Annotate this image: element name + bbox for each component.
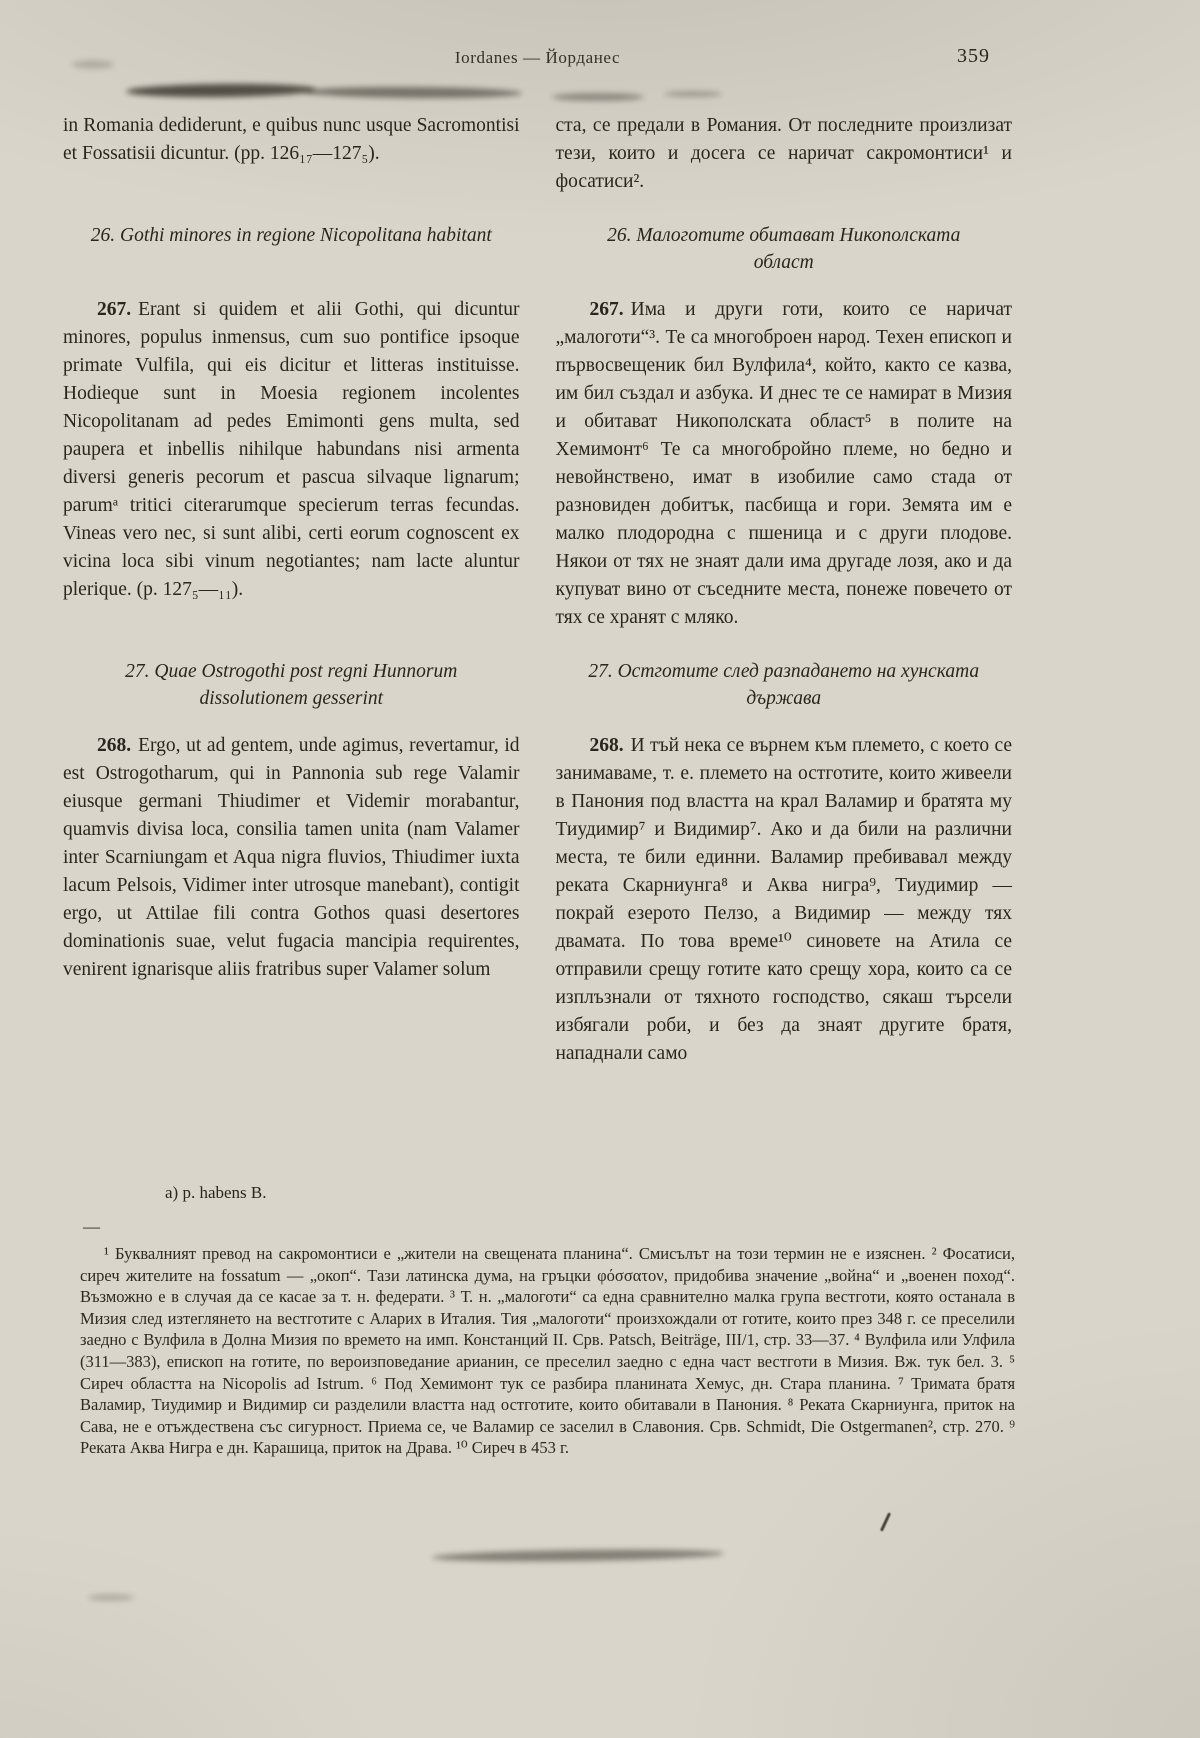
paragraph-text: Има и други готи, които се наричат „малоготи“³. Те са многоброен народ. Техен епископ и първосвещеник бил Вулфила⁴, който, както се казва, им бил създал и азбука. И днес те се намират в Мизия и обитават Никополската област⁵ в полите на Хемимонт⁶ Те са многобройно племе, но бедно и невойнствено, имат в изобилие само стада от разновиден добитък, пасбища и гори. Земята им е малко плодородна с пшеница и с други плодове. Някои от тях не знаят дали има другаде лозя, ако и да купуват вино от съседните места, понеже повечето от тях се хранят с мляко. bbox=[555, 299, 1012, 628]
latin-section-27-heading: 27. Quae Ostrogothi post regni Hunnorum dissolutionem gesserint bbox=[125, 661, 458, 709]
bulgarian-continuation-paragraph: ста, се предали в Романия. От последните произлизат тези, които и досега се наричат сакромонтиси¹ и фосатиси². bbox=[555, 115, 1012, 192]
bulgarian-section-27-heading: 27. Остготите след разпадането на хунската държава bbox=[588, 661, 980, 709]
bulgarian-paragraph-268 bbox=[556, 732, 1013, 1068]
bulgarian-paragraph-267 bbox=[556, 296, 1013, 632]
footnote-3: ³ Т. н. „малоготи“ са една сравнително малка група вестготи, която останала в Мизия след изтеглянето на вестготите с Аларих в Италия. Тия „малоготи“ произхождали от готите, които през 348 г. се преселили заедно с Вулфила в Долна Мизия по времето на имп. Констанций II. Срв. Patsch, Beiträge, III/1, стр. 33—37. bbox=[80, 1287, 1016, 1350]
scan-smudge bbox=[304, 86, 522, 99]
paragraph-text: Ergo, ut ad gentem, unde agimus, revertamur, id est Ostrogotharum, qui in Pannonia sub rege Valamir eiusque germani Thiudimer et Videmir morabantur, quamvis divisa loca, consilia tamen unita (nam Valamer inter Scarniungam et Aqua nigra fluvios, Thiudimer iuxta lacum Pelsois, Vidimer inter utrosque manebant), contigit ergo, ut Attilae fili contra Gothos quasi desertores dominationis suae, velut fugacia mancipia requirentes, venirent ignarisque aliis fratribus super Valamer solum bbox=[63, 735, 520, 980]
latin-continuation-paragraph: in Romania dediderunt, e quibus nunc usque Sacromontisi et Fossatisii dicuntur. (pp. 126₁₇—127₅). bbox=[63, 115, 520, 164]
paragraph-number: 267. bbox=[589, 299, 624, 320]
paragraph-text: И тъй нека се върнем към племето, с което се занимаваме, т. е. племето на остготите, които живеели в Панония под властта на крал Валамир и братята му Тиудимир⁷ и Видимир⁷. Ако и да били на различни места, те били единни. Валамир пребивавал между реката Скарниунга⁸ и Аква нигра⁹, Тиудимир — покрай езерото Пелзо, а Видимир — между тях двамата. По това време¹⁰ синовете на Атила се отправили срещу готите като срещу хора, които са се изплъзнали от тяхното господство, сякаш търсели избягали роби, и без да знаят другите братя, нападнали само bbox=[555, 735, 1012, 1064]
footnote-10: ¹⁰ Сиреч в 453 г. bbox=[456, 1438, 570, 1458]
latin-section-26-heading: 26. Gothi minores in regione Nicopolitana habitant bbox=[90, 225, 492, 246]
footnote-7: ⁷ Тримата братя Валамир, Тиудимир и Видимир си разделили властта над остготите, които обитавали в Панония. bbox=[80, 1373, 1016, 1415]
paragraph-number: 268. bbox=[589, 735, 624, 756]
footnote-8: ⁸ Реката Скарниунга, приток на Сава, не е отъждествена със сигурност. Приема се, че Валамир се заселил в Славония. Срв. Schmidt, Die Ostgermanen², стр. 270. bbox=[80, 1395, 1016, 1436]
footnote-4: ⁴ Вулфила или Улфила (311—383), епископ на готите, по вероизповедание арианин, се преселил заедно с една част вестготи в Мизия. Вж. тук бел. 3. bbox=[80, 1330, 1016, 1371]
text-columns bbox=[63, 112, 1012, 1068]
running-title: Iordanes — Йорданес bbox=[454, 48, 621, 67]
pen-mark bbox=[880, 1512, 891, 1531]
bulgarian-section-26-heading: 26. Малоготите обитават Никополската област bbox=[607, 225, 961, 273]
footnotes-block bbox=[80, 1243, 1015, 1459]
footnote-5: ⁵ Сиреч областта на Nicopolis ad Istrum. bbox=[80, 1351, 1015, 1393]
page-header bbox=[63, 45, 1012, 68]
footnote-2: ² Фосатиси, сиреч жителите на fossatum — „окоп“. Тази латинска дума, на гръцки φόσσατον, придобива значение „война“ и „военен поход“. Възможно е в случая да се касае за т. н. федерати. bbox=[80, 1244, 1016, 1307]
scan-smudge bbox=[552, 93, 644, 101]
paragraph-text: Erant si quidem et alii Gothi, qui dicuntur minores, populus inmensus, cum suo pontifice ipsoque primate Vulfila, qui eis dicitur et litteras instituisse. Hodieque sunt in Moesia regionem incolentes Nicopolitanam ad pedes Emimonti gens multa, sed paupera et inbellis nihilque habundans nisi armenta diversi generis pecorum et pascua silvaque lignarum; parumᵃ tritici citerarumque specierum terras fecundas. Vineas vero nec, si sunt alibi, certi eorum cognoscent ex vicina loca sibi vinum negotiantes; nam lacte aluntur plerique. (p. 127₅—₁₁). bbox=[63, 299, 520, 600]
scan-smudge bbox=[88, 1594, 134, 1601]
paragraph-number: 268. bbox=[97, 735, 132, 756]
scan-smudge bbox=[126, 83, 316, 98]
footnotes-paragraph bbox=[80, 1243, 1015, 1459]
latin-paragraph-267 bbox=[63, 296, 520, 604]
page-number: 359 bbox=[957, 45, 990, 67]
scan-smudge bbox=[664, 91, 722, 97]
paragraph-number: 267. bbox=[97, 299, 132, 320]
latin-paragraph-268 bbox=[63, 732, 520, 984]
footnote-1: ¹ Буквалният превод на сакромонтиси е „жители на свещената планина“. Смисълът на този термин не е изяснен. bbox=[104, 1244, 926, 1263]
scan-smudge bbox=[432, 1548, 724, 1563]
apparatus-separator: — bbox=[83, 1217, 102, 1236]
footnote-9: ⁹ Реката Аква Нигра е дн. Карашица, приток на Драва. bbox=[80, 1416, 1015, 1458]
apparatus-note: a) p. habens B. bbox=[165, 1183, 267, 1202]
footnote-6: ⁶ Под Хемимонт тук се разбира планината Хемус, дн. Стара планина. bbox=[371, 1373, 891, 1393]
critical-apparatus bbox=[63, 1182, 1012, 1238]
